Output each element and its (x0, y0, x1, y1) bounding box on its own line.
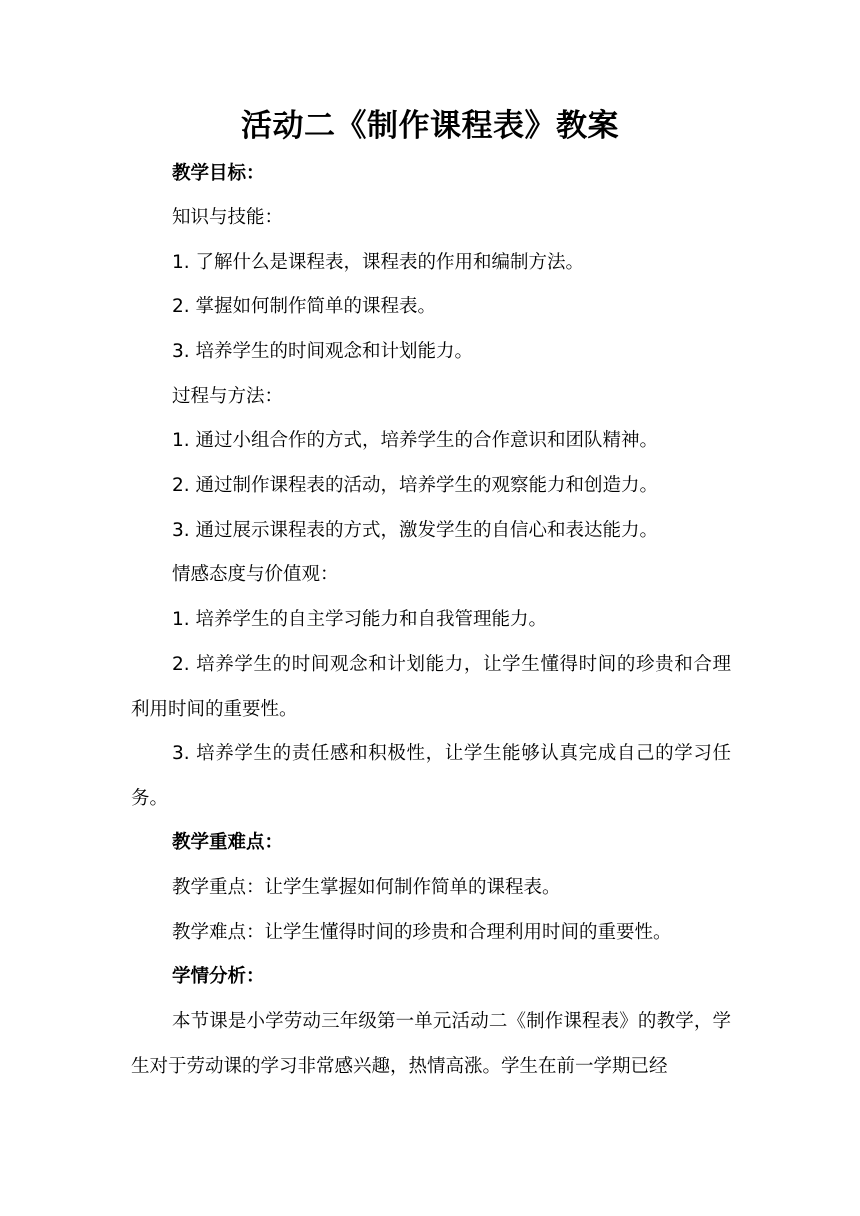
process-heading: 过程与方法： (172, 386, 284, 407)
knowledge-item-2: 2. 掌握如何制作简单的课程表。 (172, 296, 437, 317)
knowledge-heading: 知识与技能： (172, 207, 284, 228)
objectives-heading: 教学目标： (172, 163, 265, 184)
keypoints-heading: 教学重难点： (172, 832, 284, 853)
emotion-heading: 情感态度与价值观： (172, 564, 339, 585)
knowledge-item-1: 1. 了解什么是课程表，课程表的作用和编制方法。 (172, 252, 585, 273)
process-item-3: 3. 通过展示课程表的方式，激发学生的自信心和表达能力。 (172, 520, 659, 541)
analysis-heading: 学情分析： (172, 966, 265, 987)
document-title: 活动二《制作课程表》教案 (241, 108, 619, 144)
emotion-item-3: 3. 培养学生的责任感和积极性，让学生能够认真完成自己的学习任务。 (131, 743, 731, 809)
process-item-1: 1. 通过小组合作的方式，培养学生的合作意识和团队精神。 (172, 430, 659, 451)
keypoint-text: 教学重点：让学生掌握如何制作简单的课程表。 (172, 877, 561, 898)
emotion-item-1: 1. 培养学生的自主学习能力和自我管理能力。 (172, 609, 548, 630)
knowledge-item-3: 3. 培养学生的时间观念和计划能力。 (172, 341, 474, 362)
analysis-paragraph: 本节课是小学劳动三年级第一单元活动二《制作课程表》的教学，学生对于劳动课的学习非常感兴趣，热情高涨。学生在前一学期已经 (131, 1011, 731, 1077)
difficulty-text: 教学难点：让学生懂得时间的珍贵和合理利用时间的重要性。 (172, 922, 672, 943)
process-item-2: 2. 通过制作课程表的活动，培养学生的观察能力和创造力。 (172, 475, 659, 496)
emotion-item-2: 2. 培养学生的时间观念和计划能力，让学生懂得时间的珍贵和合理利用时间的重要性。 (131, 654, 731, 720)
